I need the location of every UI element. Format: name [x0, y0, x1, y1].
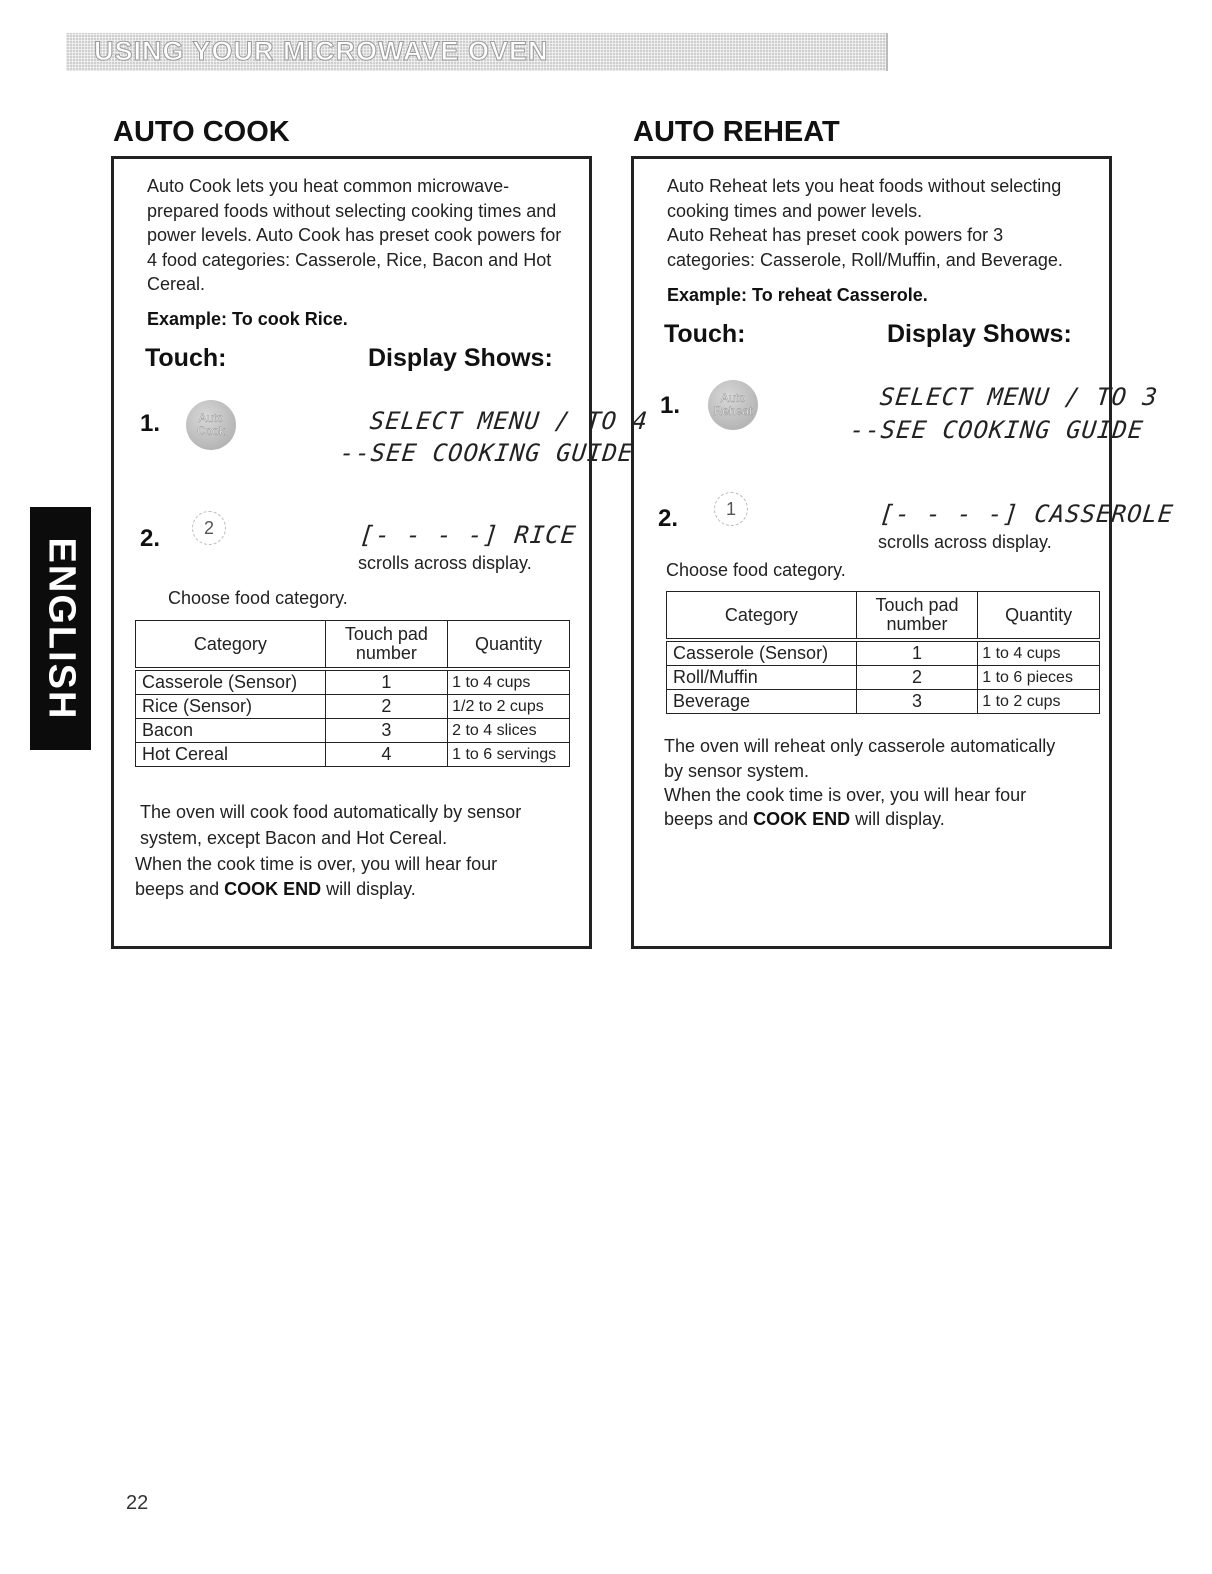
header-quantity: Quantity [448, 621, 570, 670]
cell-category: Beverage [667, 690, 857, 714]
cell-category: Casserole (Sensor) [136, 669, 326, 695]
choose-category-label: Choose food category. [666, 560, 846, 580]
auto-cook-intro [147, 174, 561, 297]
button-label: Reheat [713, 404, 753, 418]
header-category: Category [136, 621, 326, 670]
cell-number: 1 [856, 640, 977, 666]
header-touch-pad: Touch pad number [325, 621, 447, 670]
auto-reheat-footer-line3: When the cook time is over, you will hear four [664, 785, 1027, 805]
intro-line: categories: Casserole, Roll/Muffin, and Beverage. [667, 249, 1063, 270]
table-row [136, 695, 570, 719]
cell-number: 2 [325, 695, 447, 719]
auto-cook-title: AUTO COOK [113, 116, 290, 148]
table-row [136, 719, 570, 743]
touch-heading: Touch: [145, 344, 227, 372]
auto-reheat-footer-line4 [664, 806, 945, 832]
auto-cook-footer-line1: The oven will cook food automatically by sensor [140, 802, 522, 822]
banner-title: USING YOUR MICROWAVE OVEN [94, 36, 549, 66]
table-row [136, 669, 570, 695]
intro-line: Auto Reheat lets you heat foods without selecting [667, 176, 1062, 196]
section-banner [66, 33, 888, 71]
display-heading: Display Shows: [887, 320, 1072, 348]
language-tab-label: ENGLISH [40, 537, 82, 720]
intro-line: Cereal. [147, 274, 206, 294]
scroll-note: scrolls across display. [878, 532, 1052, 552]
cell-quantity: 1 to 4 cups [448, 669, 570, 695]
header-quantity: Quantity [978, 592, 1100, 641]
lcd-display-line1: SELECT MENU / TO 3 [878, 383, 1160, 411]
cook-end-label: COOK END [753, 809, 851, 829]
auto-reheat-footer-line1: The oven will reheat only casserole automatically [664, 736, 1056, 756]
table-row [667, 690, 1100, 714]
cell-number: 2 [856, 666, 977, 690]
intro-line: 4 food categories: Casserole, Rice, Bacon and Hot [147, 249, 552, 270]
language-tab [30, 507, 91, 750]
table-row [136, 743, 570, 767]
button-label: 1 [725, 498, 736, 519]
lcd-display-line1: SELECT MENU / TO 4 [368, 407, 650, 435]
intro-line: prepared foods without selecting cooking times and [147, 200, 557, 221]
auto-reheat-title: AUTO REHEAT [633, 116, 840, 148]
cell-category: Roll/Muffin [667, 666, 857, 690]
cell-quantity: 1 to 6 servings [448, 743, 570, 767]
intro-line: power levels. Auto Cook has preset cook powers for [147, 225, 562, 245]
auto-reheat-example: Example: To reheat Casserole. [667, 285, 928, 305]
table-header-row [667, 592, 1100, 641]
button-label: Auto [198, 411, 224, 425]
lcd-display-line2: --SEE COOKING GUIDE [338, 439, 636, 467]
number-2-button-icon [192, 511, 226, 545]
touch-heading: Touch: [664, 320, 746, 348]
auto-cook-footer-line2: system, except Bacon and Hot Cereal. [140, 828, 448, 848]
number-1-button-icon [714, 492, 748, 526]
cell-category: Hot Cereal [136, 743, 326, 767]
footer-text: will display. [321, 879, 416, 899]
cell-category: Rice (Sensor) [136, 695, 326, 719]
lcd-display-rice: [- - - -] RICE [358, 521, 578, 549]
cell-quantity: 1 to 6 pieces [978, 666, 1100, 690]
auto-cook-footer-line3: When the cook time is over, you will hear four [135, 854, 498, 874]
button-label: Auto [720, 391, 746, 405]
auto-reheat-button-icon [708, 380, 758, 430]
step-2-number: 2. [658, 505, 679, 532]
header-category: Category [667, 592, 857, 641]
cook-end-label: COOK END [224, 879, 322, 899]
intro-line: cooking times and power levels. [667, 200, 923, 221]
cell-category: Casserole (Sensor) [667, 640, 857, 666]
cell-number: 3 [325, 719, 447, 743]
table-header-row [136, 621, 570, 670]
button-label: 2 [203, 517, 214, 538]
lcd-display-line2: --SEE COOKING GUIDE [848, 416, 1146, 444]
cell-number: 1 [325, 669, 447, 695]
button-label: Cook [196, 424, 225, 438]
scroll-note: scrolls across display. [358, 553, 532, 573]
cell-number: 4 [325, 743, 447, 767]
auto-reheat-footer-line2: by sensor system. [664, 761, 810, 781]
auto-cook-example: Example: To cook Rice. [147, 309, 348, 329]
auto-cook-footer-line4 [135, 876, 416, 902]
auto-cook-category-table [135, 620, 570, 767]
header-touch-pad: Touch pad number [856, 592, 977, 641]
choose-category-label: Choose food category. [168, 588, 348, 608]
step-1-number: 1. [140, 410, 161, 437]
step-2-number: 2. [140, 525, 161, 552]
auto-cook-button-icon [186, 400, 236, 450]
cell-number: 3 [856, 690, 977, 714]
table-row [667, 666, 1100, 690]
table-row [667, 640, 1100, 666]
cell-quantity: 2 to 4 slices [448, 719, 570, 743]
footer-text: will display. [850, 809, 945, 829]
step-1-number: 1. [660, 392, 681, 419]
display-heading: Display Shows: [368, 344, 553, 372]
cell-quantity: 1 to 2 cups [978, 690, 1100, 714]
footer-text: beeps and [664, 809, 754, 829]
cell-quantity: 1/2 to 2 cups [448, 695, 570, 719]
cell-quantity: 1 to 4 cups [978, 640, 1100, 666]
page-number: 22 [126, 1492, 149, 1514]
cell-category: Bacon [136, 719, 326, 743]
intro-line: Auto Reheat has preset cook powers for 3 [667, 225, 1004, 245]
auto-reheat-intro [667, 174, 1063, 272]
intro-line: Auto Cook lets you heat common microwave- [147, 176, 510, 196]
auto-reheat-category-table [666, 591, 1100, 714]
footer-text: beeps and [135, 879, 225, 899]
lcd-display-casserole: [- - - -] CASSEROLE [878, 500, 1176, 528]
